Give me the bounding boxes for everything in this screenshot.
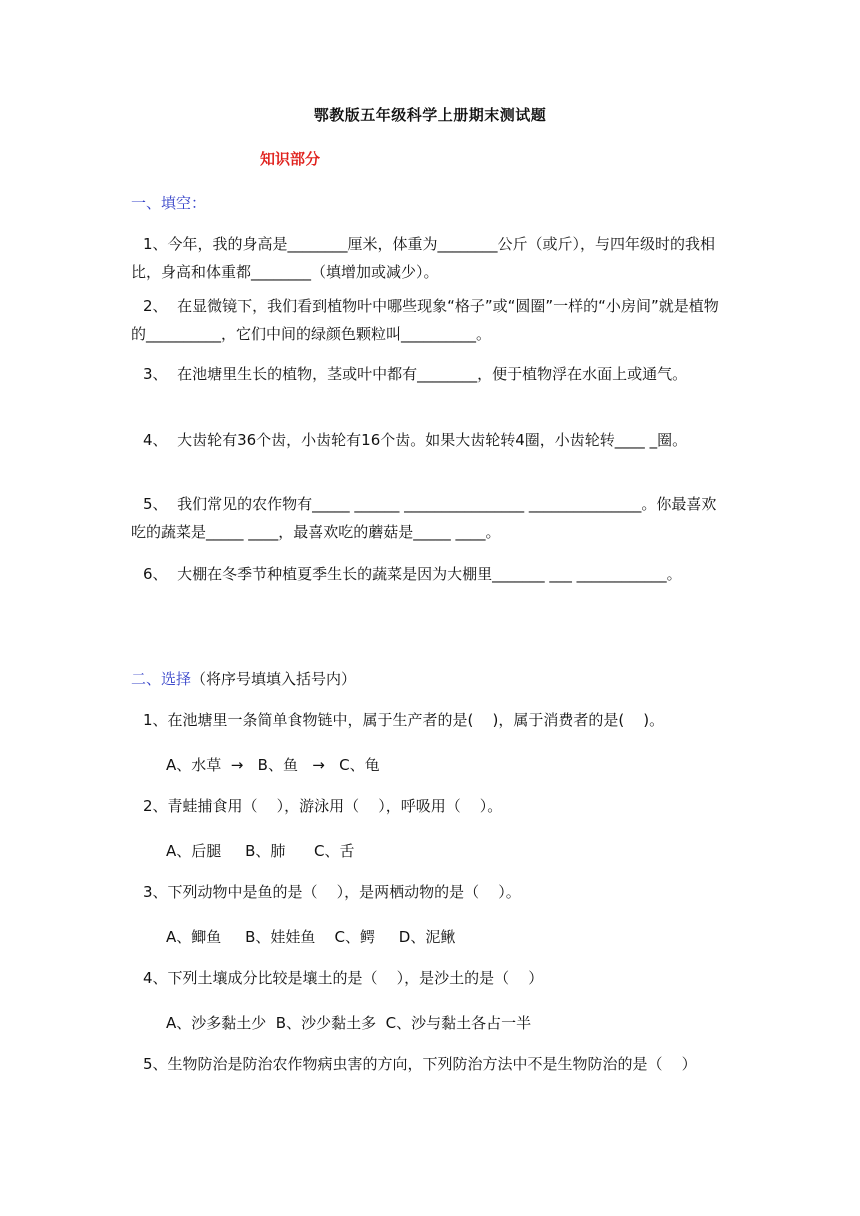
section-heading-knowledge: 知识部分 [260,150,321,168]
choice-options-3: A、鲫鱼 B、娃娃鱼 C、鳄 D、泥鳅 [166,928,456,946]
choice-instruction: （将序号填填入括号内） [191,670,357,688]
choice-question-5: 5、生物防治是防治农作物病虫害的方向，下列防治方法中不是生物防治的是（ ） [143,1055,697,1073]
document-title: 鄂教版五年级科学上册期末测试题 [313,106,547,124]
fill-question-3: 3、 在池塘里生长的植物，茎或叶中都有________，便于植物浮在水面上或通气。 [143,365,688,383]
fill-blank-heading [131,192,206,213]
choice-heading [131,668,356,689]
choice-label: 二、选择 [131,670,192,688]
choice-options-1: A、水草 → B、鱼 → C、龟 [166,756,380,774]
fill-question-4: 4、 大齿轮有36个齿，小齿轮有16个齿。如果大齿轮转4圈，小齿轮转____ _圈。 [143,431,688,449]
fill-question-6: 6、 大棚在冬季节种植夏季生长的蔬菜是因为大棚里_______ ___ ____________。 [143,565,682,583]
choice-options-2: A、后腿 B、肺 C、舌 [166,842,355,860]
choice-question-4: 4、下列土壤成分比较是壤土的是（ ），是沙土的是（ ） [143,969,544,987]
fill-question-2: 2、 在显微镜下，我们看到植物叶中哪些现象“格子”或“圆圈”一样的“小房间”就是植物的__________，它们中间的绿颜色颗粒叫__________。 [131,297,719,343]
fill-blank-label: 一、填空： [131,194,207,212]
choice-options-4: A、沙多黏土少 B、沙少黏土多 C、沙与黏土各占一半 [166,1014,532,1032]
fill-question-5: 5、 我们常见的农作物有_____ ______ ________________ _______________。你最喜欢吃的蔬菜是_____ ____，最喜欢吃的蘑菇是_____ ____。 [131,495,717,541]
choice-question-3: 3、下列动物中是鱼的是（ ），是两栖动物的是（ ）。 [143,883,521,901]
fill-question-1: 1、今年，我的身高是________厘米，体重为________公斤（或斤），与四年级时的我相比，身高和体重都________（填增加或减少）。 [131,235,716,281]
choice-question-2: 2、青蛙捕食用（ ），游泳用（ ），呼吸用（ ）。 [143,797,503,815]
choice-question-1: 1、在池塘里一条简单食物链中，属于生产者的是( )，属于消费者的是( )。 [143,711,665,729]
